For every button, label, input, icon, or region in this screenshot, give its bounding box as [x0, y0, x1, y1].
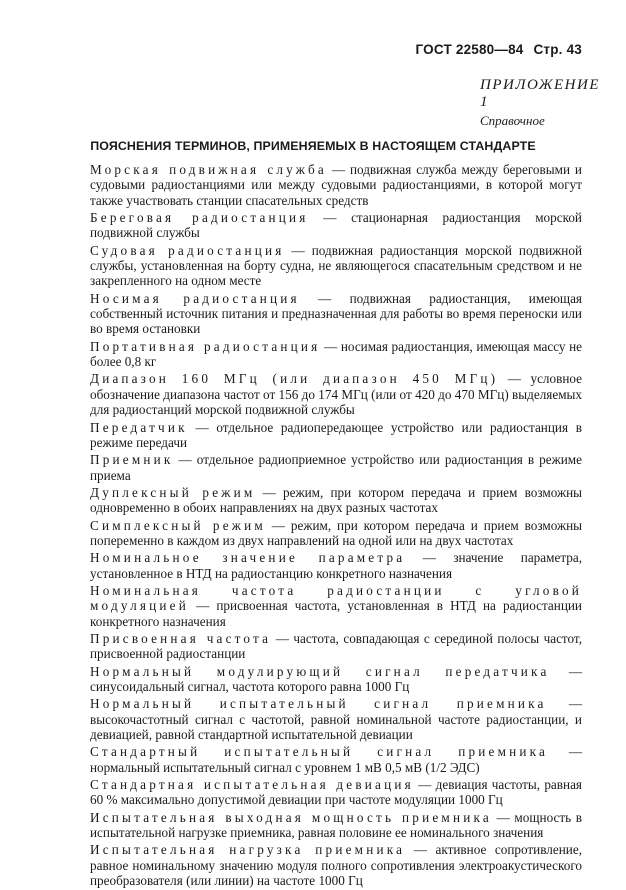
- term: Номинальная частота радиостанции с угловой модуляцией: [90, 582, 582, 614]
- page-number: Стр. 43: [533, 42, 582, 57]
- term: Испытательная выходная мощность приемника: [90, 809, 492, 825]
- term-entry: [90, 420, 582, 451]
- definition: — нормальный испытательный сигнал с уровнем 1 мВ 0,5 мВ (1/2 ЭДС): [90, 744, 583, 775]
- appendix-title: ПРИЛОЖЕНИЕ 1: [480, 77, 600, 110]
- definition: — присвоенная частота, установленная в НТД на радиостанции конкретного назначения: [90, 598, 582, 629]
- term: Носимая радиостанция: [90, 290, 300, 306]
- term: Диапазон 160 МГц (или диапазон 450 МГц): [90, 371, 499, 387]
- term-entry: [90, 162, 582, 208]
- term-entry: [90, 550, 582, 581]
- definition: — подвижная служба между береговыми и судовыми радиостанциями или между судовыми радиостанциями, в которой могут также участвовать станции спасательных средств: [90, 162, 582, 208]
- definition: — подвижная радиостанция морской подвижной службы, установленная на борту судна, не являющегося спасательным средством и не закрепленного на одном месте: [90, 242, 582, 289]
- term: Дуплексный режим: [90, 484, 256, 500]
- definition: — носимая радиостанция, имеющая массу не более 0,8 кг: [90, 338, 582, 370]
- term-entry: [90, 452, 582, 483]
- page-header: [409, 42, 582, 57]
- appendix-subtitle: Справочное: [480, 113, 545, 128]
- term: Нормальный модулирующий сигнал передатчика: [90, 663, 550, 679]
- definition: — частота, совпадающая с серединой полосы частот, присвоенной радиостанции: [90, 630, 582, 662]
- term: Стандартная испытательная девиация: [90, 777, 414, 793]
- term-entry: [90, 339, 582, 370]
- term-entry: [90, 243, 582, 289]
- section-title: ПОЯСНЕНИЯ ТЕРМИНОВ, ПРИМЕНЯЕМЫХ В НАСТОЯЩЕМ СТАНДАРТЕ: [90, 139, 536, 153]
- term: Нормальный испытательный сигнал приемника: [90, 696, 547, 712]
- term-entry: [90, 664, 582, 695]
- definition: — стационарная радиостанция морской подвижной службы: [90, 210, 582, 241]
- term-entry: [90, 810, 582, 841]
- term-entry: [90, 777, 582, 808]
- definition: — отдельное радиоприемное устройство или радиостанция в режиме приема: [90, 452, 582, 483]
- definition: — условное обозначение диапазона частот от 156 до 174 МГц (или от 420 до 470 МГц) выделяемых для радиостанций морской подвижной службы: [90, 371, 582, 418]
- term-entry: [90, 631, 582, 662]
- term-entry: [90, 518, 582, 549]
- definition: — синусоидальный сигнал, частота которого равна 1000 Гц: [90, 663, 583, 694]
- definition: — высокочастотный сигнал с частотой, равной номинальной частоте радиостанции, и девиацией, равной стандартной испытательной девиации: [90, 696, 583, 743]
- term: Приемник: [90, 452, 174, 468]
- term-entry: [90, 291, 582, 337]
- term-entry: [90, 210, 582, 241]
- definition: — значение параметра, установленное в НТД на радиостанцию конкретного назначения: [90, 550, 582, 581]
- definition: — отдельное радиопередающее устройство или радиостанция в режиме передачи: [90, 419, 582, 450]
- term: Стандартный испытательный сигнал приемника: [90, 744, 549, 760]
- standard-number: ГОСТ 22580—84: [415, 42, 524, 57]
- definition: — активное сопротивление, равное номинальному значению модуля полного сопротивления электроакустического преобразователя (или линии) на частоте 1000 Гц: [90, 842, 582, 889]
- term: Судовая радиостанция: [90, 242, 285, 258]
- term-entry: [90, 696, 582, 742]
- term: Симплексный режим: [90, 517, 266, 533]
- definition: — режим, при котором передача и прием возможны попеременно в каждом из двух направлений на одной или на двух частотах: [90, 517, 582, 548]
- term-entry: [90, 744, 582, 775]
- term-entry: [90, 371, 582, 417]
- appendix-label: [480, 77, 600, 129]
- term: Присвоенная частота: [90, 630, 272, 646]
- term: Номинальное значение параметра: [90, 550, 406, 566]
- term-entry: [90, 583, 582, 629]
- term: Передатчик: [90, 419, 188, 435]
- term-entry: [90, 485, 582, 516]
- term-entry: [90, 842, 582, 888]
- terms-list: [90, 162, 582, 890]
- term: Морская подвижная служба: [90, 162, 327, 177]
- definition: — подвижная радиостанция, имеющая собственный источник питания и предназначенная для работы во время переноски или во время остановки: [90, 290, 582, 337]
- definition: — мощность в испытательной нагрузке приемника, равная половине ее номинального значения: [90, 809, 583, 841]
- definition: — девиация частоты, равная 60 % максимально допустимой девиации при частоте модуляции 1000 Гц: [90, 777, 582, 808]
- term: Портативная радиостанция: [90, 338, 321, 354]
- definition: — режим, при котором передача и прием возможны одновременно в обоих направлениях на двух разных частотах: [90, 484, 582, 516]
- term: Береговая радиостанция: [90, 210, 309, 226]
- term: Испытательная нагрузка приемника: [90, 842, 406, 858]
